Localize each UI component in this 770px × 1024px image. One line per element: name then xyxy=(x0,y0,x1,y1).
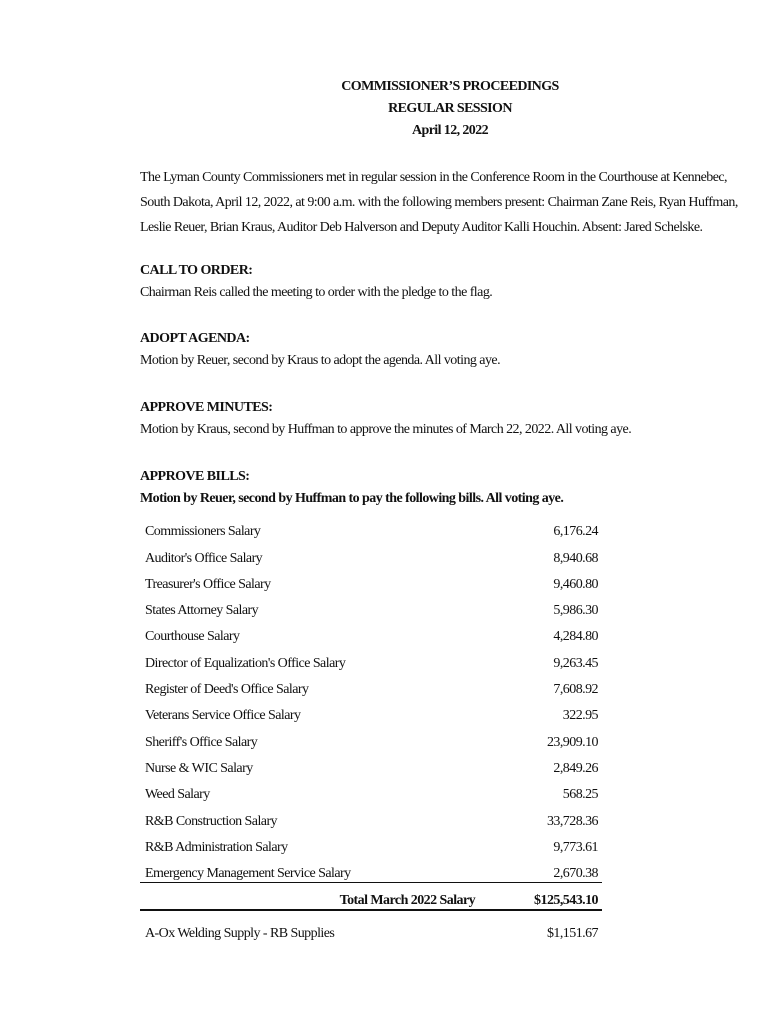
bill-row xyxy=(140,619,602,645)
bill-label: Sheriff's Office Salary xyxy=(145,734,258,750)
bill-amount: 9,460.80 xyxy=(553,576,598,592)
call-to-order-section xyxy=(140,260,752,304)
total-row xyxy=(140,883,602,911)
bill-row xyxy=(140,672,602,698)
bill-row xyxy=(140,567,602,593)
bills-table xyxy=(140,514,602,942)
call-to-order-heading: CALL TO ORDER: xyxy=(140,263,253,278)
approve-minutes-text: Motion by Kraus, second by Huffman to approve the minutes of March 22, 2022. All voting aye. xyxy=(140,422,632,437)
intro-paragraph: The Lyman County Commissioners met in regular session in the Conference Room in the Courthouse at Kennebec, South Dakota, April 12, 2022, at 9:00 a.m. with the following members present: Chairman Zane Reis, Ryan Huffman, Leslie Reuer, Brian Kraus, Auditor Deb Halverson and Deputy Auditor Kalli Houchin. Absent: Jared Schelske. xyxy=(140,170,738,235)
bill-amount: 8,940.68 xyxy=(553,550,598,566)
bill-amount: 4,284.80 xyxy=(553,629,598,645)
bill-amount: 6,176.24 xyxy=(553,524,598,540)
approve-bills-section xyxy=(140,466,752,510)
bill-row xyxy=(140,724,602,750)
bill-row xyxy=(140,830,602,856)
bill-row xyxy=(140,514,602,540)
bill-label: Courthouse Salary xyxy=(145,629,240,645)
bill-label: Auditor's Office Salary xyxy=(145,550,263,566)
bill-label: R&B Construction Salary xyxy=(145,813,278,829)
adopt-agenda-heading: ADOPT AGENDA: xyxy=(140,331,250,346)
bill-amount: 322.95 xyxy=(562,708,598,724)
bill-amount: 568.25 xyxy=(562,787,598,803)
bill-label: Director of Equalization's Office Salary xyxy=(145,655,346,671)
bill-label: States Attorney Salary xyxy=(145,603,259,619)
bill-amount: 2,670.38 xyxy=(483,856,602,883)
bill-row xyxy=(140,593,602,619)
session-type: REGULAR SESSION xyxy=(388,101,512,116)
vendor-amount: $1,151.67 xyxy=(546,925,598,941)
bill-row xyxy=(140,777,602,803)
bill-amount: 2,849.26 xyxy=(553,760,598,776)
bill-label: R&B Administration Salary xyxy=(145,839,288,855)
bill-row xyxy=(140,856,602,883)
bill-row xyxy=(140,645,602,671)
bill-label: Nurse & WIC Salary xyxy=(145,760,253,776)
session-date: April 12, 2022 xyxy=(412,123,488,138)
bill-amount: 9,263.45 xyxy=(553,655,598,671)
approve-minutes-heading: APPROVE MINUTES: xyxy=(140,400,273,415)
approve-bills-motion: Motion by Reuer, second by Huffman to pay the following bills. All voting aye. xyxy=(140,491,564,506)
bill-row xyxy=(140,540,602,566)
bill-label: Emergency Management Service Salary xyxy=(140,856,483,883)
bill-row xyxy=(140,698,602,724)
approve-minutes-section xyxy=(140,397,752,441)
bill-row xyxy=(140,803,602,829)
bill-amount: 23,909.10 xyxy=(546,734,598,750)
total-amount: $125,543.10 xyxy=(483,883,602,911)
adopt-agenda-section xyxy=(140,328,752,372)
bill-label: Register of Deed's Office Salary xyxy=(145,682,309,698)
bill-label: Commissioners Salary xyxy=(145,524,261,540)
bill-label: Weed Salary xyxy=(145,787,210,803)
bill-amount: 33,728.36 xyxy=(546,813,598,829)
bill-amount: 9,773.61 xyxy=(553,839,598,855)
bill-row xyxy=(140,751,602,777)
bills-table-body xyxy=(140,514,602,942)
total-label: Total March 2022 Salary xyxy=(140,883,483,911)
adopt-agenda-text: Motion by Reuer, second by Kraus to adopt the agenda. All voting aye. xyxy=(140,353,501,368)
bill-label: Veterans Service Office Salary xyxy=(145,708,301,724)
call-to-order-text: Chairman Reis called the meeting to order with the pledge to the flag. xyxy=(140,285,493,300)
document-header xyxy=(0,76,770,142)
approve-bills-heading: APPROVE BILLS: xyxy=(140,469,250,484)
bill-amount: 5,986.30 xyxy=(553,603,598,619)
vendor-label: A-Ox Welding Supply - RB Supplies xyxy=(145,925,335,941)
vendor-row xyxy=(140,910,602,941)
document-title: COMMISSIONER’S PROCEEDINGS xyxy=(341,79,559,94)
bill-amount: 7,608.92 xyxy=(553,682,598,698)
bill-label: Treasurer's Office Salary xyxy=(145,576,271,592)
